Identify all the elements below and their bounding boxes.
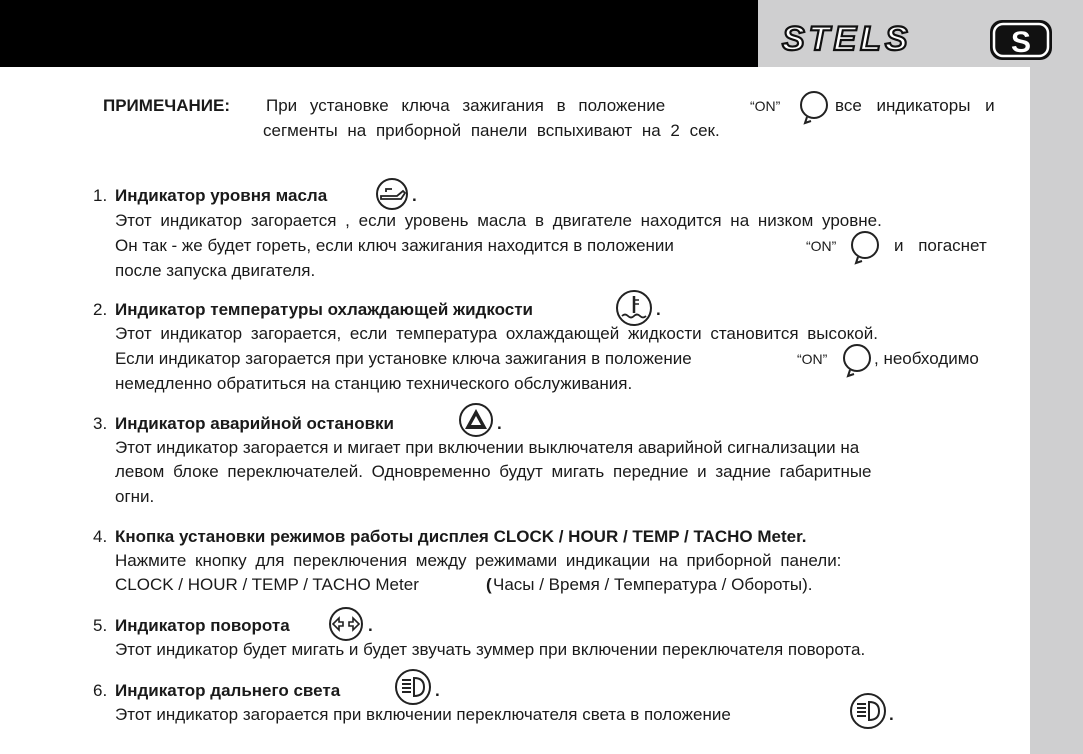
item-1-line-2: Он так - же будет гореть, если ключ зажигания находится в положении (115, 236, 674, 255)
item-5-title: Индикатор поворота (115, 616, 290, 635)
item-4-title: Кнопка установки режимов работы дисплея CLOCK / HOUR / TEMP / TACHO Meter. (115, 527, 807, 546)
key-rotate-icon (797, 89, 831, 127)
item-1-line-2b: и погаснет (894, 236, 987, 255)
item-2-line-1: Этот индикатор загорается, если температура охлаждающей жидкости становится высокой. (115, 324, 878, 343)
item-1-number: 1. (93, 186, 108, 205)
item-1-title: Индикатор уровня масла (115, 186, 328, 205)
note-text-1: При установке ключа зажигания в положение (266, 96, 666, 115)
high-beam-icon (847, 692, 889, 730)
item-1-line-1: Этот индикатор загорается , если уровень масла в двигателе находится на низком уровне. (115, 211, 882, 230)
hazard-icon (456, 402, 496, 438)
header-black-band (0, 0, 758, 67)
item-4-line-1: Нажмите кнопку для переключения между режимами индикации на приборной панели: (115, 551, 842, 570)
on-label: “ON” (750, 98, 781, 114)
item-5-line-1: Этот индикатор будет мигать и будет звучать зуммер при включении переключателя поворота. (115, 640, 866, 659)
note-label: ПРИМЕЧАНИЕ: (103, 96, 230, 115)
item-2-number: 2. (93, 300, 108, 319)
coolant-temp-icon (613, 288, 655, 328)
item-4-line-3: Часы / Время / Температура / Обороты). (493, 575, 813, 594)
key-rotate-icon (840, 342, 874, 380)
item-4-line-2: CLOCK / HOUR / TEMP / TACHO Meter (115, 575, 419, 594)
brand-text: STELS (782, 20, 912, 58)
key-rotate-icon (848, 229, 882, 267)
item-6-number: 6. (93, 681, 108, 700)
turn-signal-icon (326, 606, 366, 642)
on-label: “ON” (797, 351, 828, 367)
logo-badge-letter: S (1010, 26, 1032, 59)
on-label: “ON” (806, 238, 837, 254)
item-3-line-2: левом блоке переключателей. Одновременно будут мигать передние и задние габаритные (115, 462, 872, 481)
item-1-line-3: после запуска двигателя. (115, 261, 316, 280)
note-text-1b: все индикаторы и (835, 96, 995, 115)
item-3-title: Индикатор аварийной остановки (115, 414, 394, 433)
stels-logo (780, 14, 1060, 62)
item-3-line-1: Этот индикатор загорается и мигает при включении выключателя аварийной сигнализации на (115, 438, 860, 457)
item-5-number: 5. (93, 616, 108, 635)
page-side-margin (1030, 67, 1083, 754)
item-4-number: 4. (93, 527, 108, 546)
item-2-line-2: Если индикатор загорается при установке ключа зажигания в положение (115, 349, 692, 368)
item-6-title: Индикатор дальнего света (115, 681, 341, 700)
high-beam-icon (392, 668, 434, 706)
oil-icon (372, 177, 412, 211)
item-2-line-2b: , необходимо (874, 349, 979, 368)
item-3-line-3: огни. (115, 487, 155, 506)
item-4-paren: ( (486, 575, 492, 594)
note-text-2: сегменты на приборной панели вспыхивают на 2 сек. (263, 121, 720, 140)
item-2-title: Индикатор температуры охлаждающей жидкости (115, 300, 534, 319)
item-2-line-3: немедленно обратиться на станцию технического обслуживания. (115, 374, 633, 393)
item-6-line-1: Этот индикатор загорается при включении переключателя света в положение (115, 705, 731, 724)
item-3-number: 3. (93, 414, 108, 433)
